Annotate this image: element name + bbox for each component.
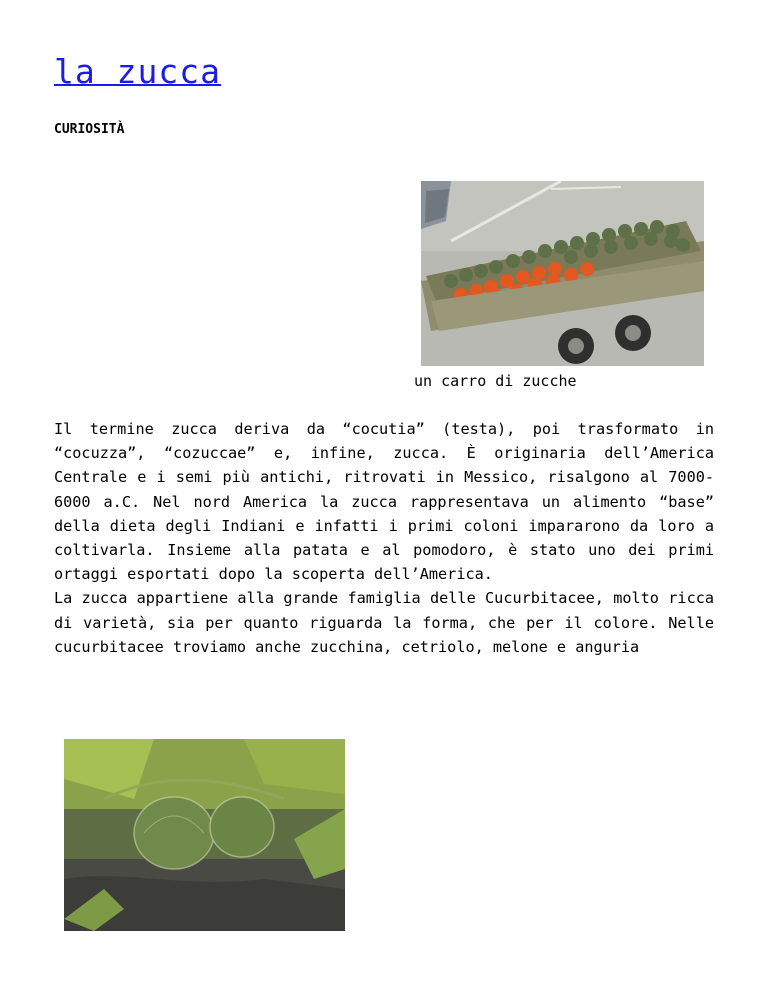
- article-body: [54, 417, 714, 659]
- figure-caption: un carro di zucche: [414, 372, 577, 390]
- pumpkins-in-field-photo: [64, 739, 345, 931]
- section-heading: CURIOSITÀ: [54, 122, 125, 137]
- title-link[interactable]: la zucca: [54, 52, 221, 91]
- paragraph: La zucca appartiene alla grande famiglia delle Cucurbitacee, molto ricca di varietà, sia per quanto riguarda la forma, che per il colore. Nelle cucurbitacee troviamo anche zucchina, cetriolo, melone e anguria: [54, 589, 714, 656]
- pumpkin-cart-photo: [421, 181, 704, 366]
- page-title: [54, 52, 221, 91]
- paragraph: Il termine zucca deriva da “cocutia” (testa), poi trasformato in “cocuzza”, “cozuccae” e, infine, zucca. È originaria dell’America Centrale e i semi più antichi, ritrovati in Messico, risalgono al 7000-6000 a.C. Nel nord America la zucca rappresentava un alimento “base” della dieta degli Indiani e infatti i primi coloni impararono da loro a coltivarla. Insieme alla patata e al pomodoro, è stato uno dei primi ortaggi esportati dopo la scoperta dell’America.: [54, 420, 714, 584]
